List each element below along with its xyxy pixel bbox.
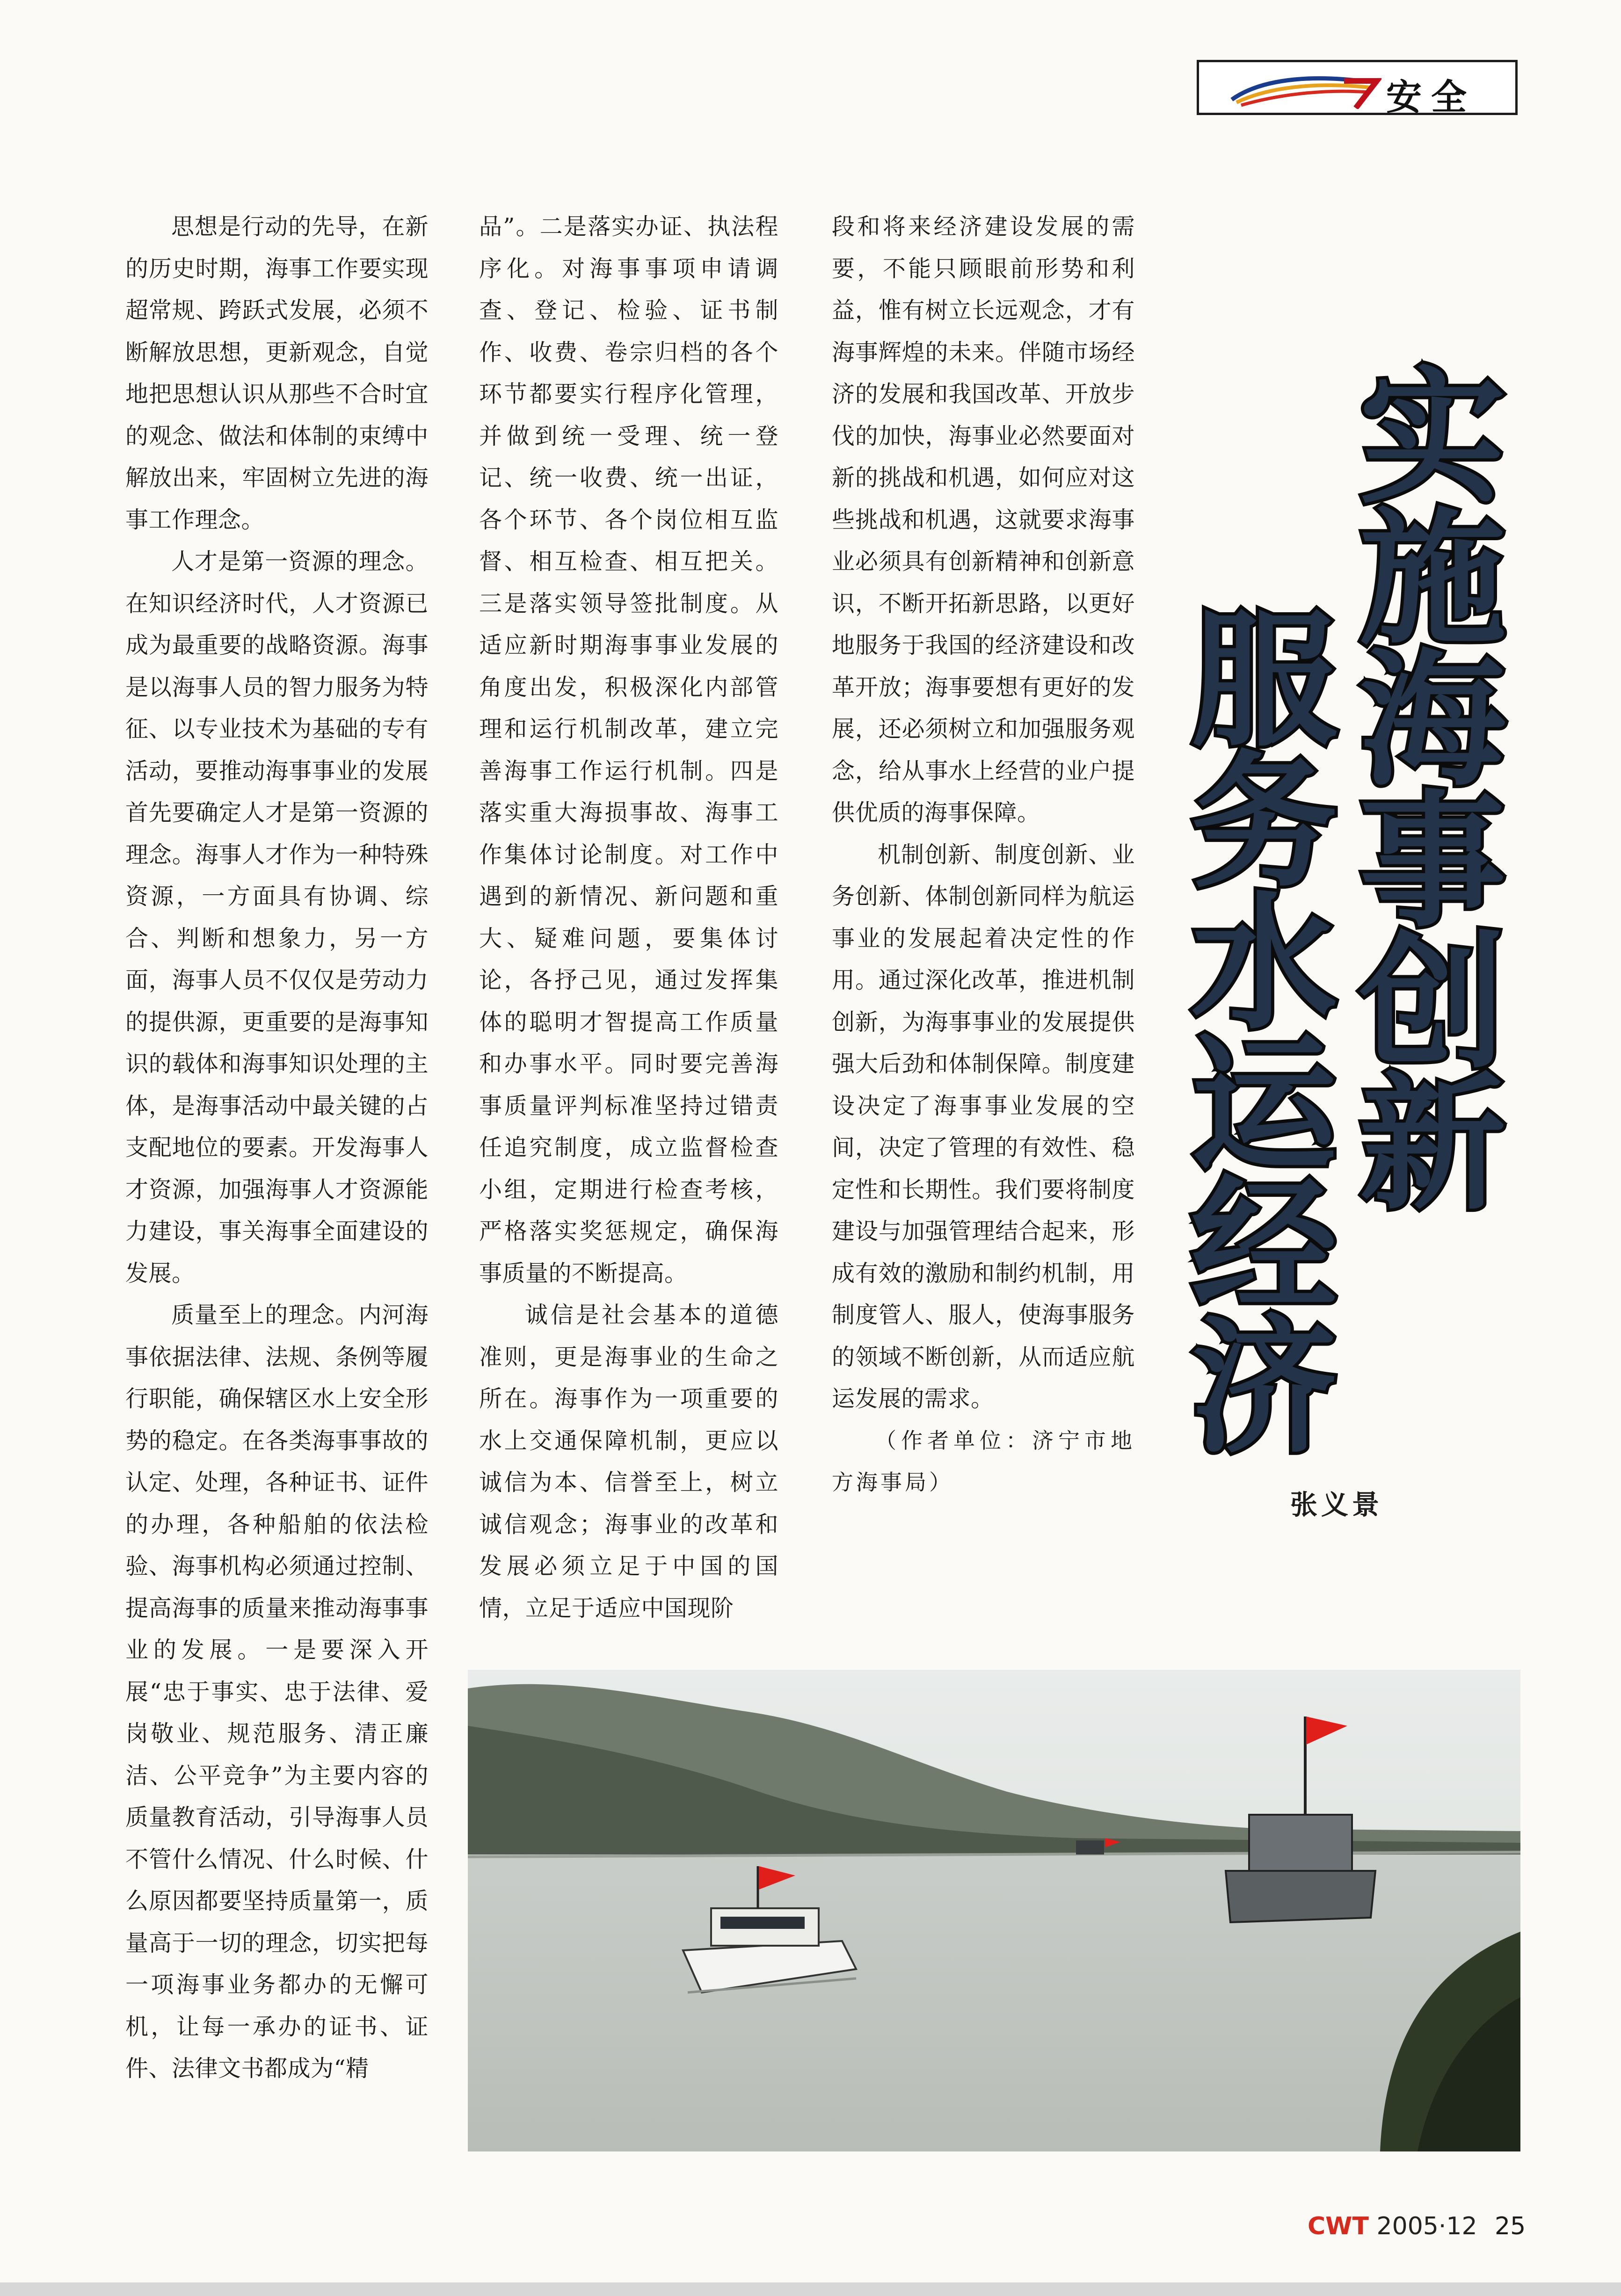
paragraph: 诚信是社会基本的道德准则，更是海事业的生命之所在。海事作为一项重要的水上交通保障机制，更应以诚信为本、信誉至上，树立诚信观念；海事业的改革和发展必须立足于中国的国情，立足于适应中国现阶 — [479, 1302, 778, 1622]
patrol-boats-photo — [468, 1670, 1520, 2151]
author-affiliation: （作者单位：济宁市地方海事局） — [832, 1427, 1135, 1495]
article-title-line-1: 实施海事创新 — [1335, 360, 1505, 1208]
article-column-2 — [479, 206, 778, 1629]
footer-issue — [1308, 2212, 1477, 2240]
author-name: 张义景 — [1290, 1489, 1383, 1521]
section-swoosh-icon — [1227, 72, 1381, 109]
paragraph: 人才是第一资源的理念。在知识经济时代，人才资源已成为最重要的战略资源。海事是以海事人员的智力服务为特征、以专业技术为基础的专有活动，要推动海事事业的发展首先要确定人才是第一资源的理念。海事人才作为一种特殊资源，一方面具有协调、综合、判断和想象力，另一方面，海事人员不仅仅是劳动力的提供源，更重要的是海事知识的载体和海事知识处理的主体，是海事活动中最关键的占支配地位的要素。开发海事人才资源，加强海事人才资源能力建设，事关海事全面建设的发展。 — [125, 548, 429, 1287]
page-number: 25 — [1495, 2212, 1526, 2240]
article-column-3 — [832, 206, 1135, 1504]
article-title-line-2: 服务水运经济 — [1167, 603, 1337, 1451]
scan-edge — [0, 2282, 1621, 2296]
section-tag — [1197, 60, 1518, 118]
section-tag-label: 安全 — [1386, 76, 1476, 118]
paragraph: 机制创新、制度创新、业务创新、体制创新同样为航运事业的发展起着决定性的作用。通过深化改革，推进机制创新，为海事事业的发展提供强大后劲和体制保障。制度建设决定了海事事业发展的空间，决定了管理的有效性、稳定性和长期性。我们要将制度建设与加强管理结合起来，形成有效的激励和制约机制，用制度管人、服人，使海事服务的领域不断创新，从而适应航运发展的需求。 — [832, 841, 1135, 1412]
article-column-1 — [125, 206, 429, 2090]
issue-date: 2005·12 — [1376, 2212, 1477, 2240]
paragraph: 段和将来经济建设发展的需要，不能只顾眼前形势和利益，惟有树立长远观念，才有海事辉煌的未来。伴随市场经济的发展和我国改革、开放步伐的加快，海事业必然要面对新的挑战和机遇，如何应对这些挑战和机遇，这就要求海事业必须具有创新精神和创新意识，不断开拓新思路，以更好地服务于我国的经济建设和改革开放；海事要想有更好的发展，还必须树立和加强服务观念，给从事水上经营的业户提供优质的海事保障。 — [832, 213, 1135, 826]
paragraph: 品”。二是落实办证、执法程序化。对海事事项申请调查、登记、检验、证书制作、收费、卷宗归档的各个环节都要实行程序化管理，并做到统一受理、统一登记、统一收费、统一出证，各个环节、各个岗位相互监督、相互检查、相互把关。三是落实领导签批制度。从适应新时期海事事业发展的角度出发，积极深化内部管理和运行机制改革，建立完善海事工作运行机制。四是落实重大海损事故、海事工作集体讨论制度。对工作中遇到的新情况、新问题和重大、疑难问题，要集体讨论，各抒己见，通过发挥集体的聪明才智提高工作质量和办事水平。同时要完善海事质量评判标准坚持过错责任追究制度，成立监督检查小组，定期进行检查考核，严格落实奖惩规定，确保海事质量的不断提高。 — [479, 213, 778, 1287]
paragraph: 质量至上的理念。内河海事依据法律、法规、条例等履行职能，确保辖区水上安全形势的稳定。在各类海事事故的认定、处理，各种证书、证件的办理，各种船舶的依法检验、海事机构必须通过控制、提高海事的质量来推动海事事业的发展。一是要深入开展“忠于事实、忠于法律、爱岗敬业、规范服务、清正廉洁、公平竞争”为主要内容的质量教育活动，引导海事人员不管什么情况、什么时候、什么原因都要坚持质量第一，质量高于一切的理念，切实把每一项海事业务都办的无懈可机，让每一承办的证书、证件、法律文书都成为“精 — [125, 1302, 429, 2082]
paragraph: 思想是行动的先导，在新的历史时期，海事工作要实现超常规、跨跃式发展，必须不断解放思想，更新观念，自觉地把思想认识从那些不合时宜的观念、做法和体制的束缚中解放出来，牢固树立先进的海事工作理念。 — [125, 213, 429, 533]
magazine-brand: CWT — [1308, 2212, 1369, 2240]
